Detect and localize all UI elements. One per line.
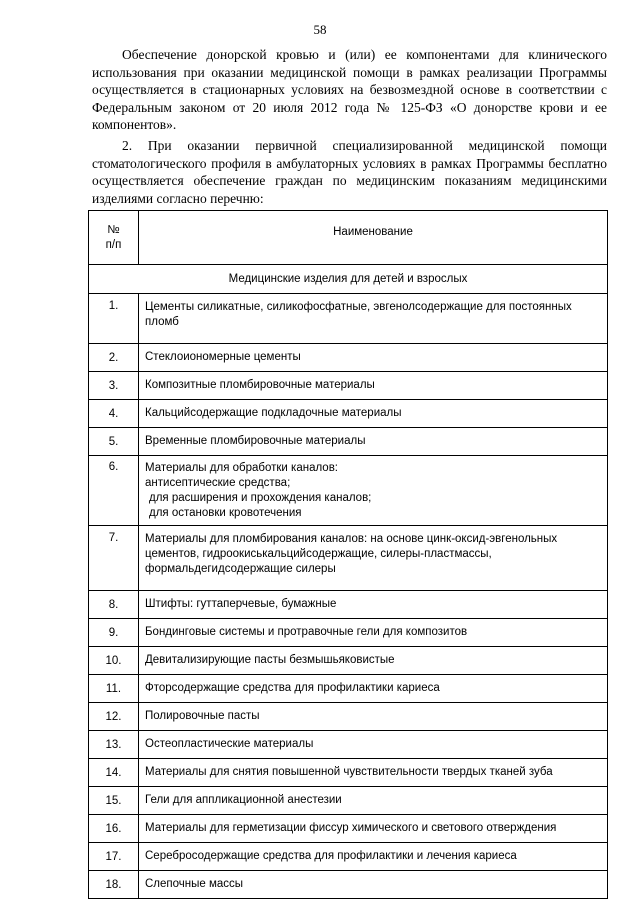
row-number: 6. bbox=[89, 456, 139, 526]
row-name bbox=[139, 591, 608, 619]
table-row bbox=[89, 843, 608, 871]
header-number-symbol: № bbox=[107, 223, 120, 236]
row-name-text: Материалы для снятия повышенной чувствительности твердых тканей зуба bbox=[145, 766, 553, 778]
row-name-text: Гели для аппликационной анестезии bbox=[145, 794, 342, 806]
row-name bbox=[139, 843, 608, 871]
row-name-text: Слепочные массы bbox=[145, 878, 244, 890]
table-row bbox=[89, 871, 608, 899]
table-row bbox=[89, 619, 608, 647]
row-name-text: Штифты: гуттаперчевые, бумажные bbox=[145, 598, 337, 610]
table-row bbox=[89, 344, 608, 372]
row-name-text: Остеопластические материалы bbox=[145, 738, 314, 750]
row-number: 4. bbox=[89, 400, 139, 428]
row-number: 7. bbox=[89, 526, 139, 591]
row-name-text: Фторсодержащие средства для профилактики кариеса bbox=[145, 682, 440, 694]
table-row bbox=[89, 526, 608, 591]
row-number: 11. bbox=[89, 675, 139, 703]
row-name bbox=[139, 787, 608, 815]
row-name-text: Цементы силикатные, силикофосфатные, эвгенолсодержащие для постоянных пломб bbox=[145, 301, 572, 328]
row-name bbox=[139, 731, 608, 759]
row-name bbox=[139, 759, 608, 787]
row-number: 17. bbox=[89, 843, 139, 871]
row-number: 1. bbox=[89, 294, 139, 344]
row-name-text: Стеклоиономерные цементы bbox=[145, 351, 301, 363]
row-name-text: Полировочные пасты bbox=[145, 710, 260, 722]
row-name bbox=[139, 400, 608, 428]
section-row bbox=[89, 265, 608, 294]
row-subitem: для остановки кровотечения bbox=[149, 507, 302, 519]
row-name-text: Временные пломбировочные материалы bbox=[145, 435, 366, 447]
row-name bbox=[139, 675, 608, 703]
row-name bbox=[139, 815, 608, 843]
paragraph-dental-care: 2. При оказании первичной специализированной медицинской помощи стоматологического профиля в амбулаторных условиях в рамках Программы бесплатно осуществляется обеспечение граждан по медицинским показаниям медицинскими изделиями согласно перечню: bbox=[92, 138, 607, 206]
table-row bbox=[89, 591, 608, 619]
table-row bbox=[89, 815, 608, 843]
row-number: 18. bbox=[89, 871, 139, 899]
row-name bbox=[139, 372, 608, 400]
medical-devices-table bbox=[88, 210, 608, 899]
row-name-text: Материалы для обработки каналов: bbox=[145, 462, 339, 474]
table-row bbox=[89, 428, 608, 456]
row-number: 15. bbox=[89, 787, 139, 815]
row-number: 13. bbox=[89, 731, 139, 759]
row-number: 16. bbox=[89, 815, 139, 843]
row-name-text: Бондинговые системы и протравочные гели для композитов bbox=[145, 626, 468, 638]
table-row bbox=[89, 400, 608, 428]
row-name bbox=[139, 871, 608, 899]
row-subitem: для расширения и прохождения каналов; bbox=[149, 492, 372, 504]
section-title: Медицинские изделия для детей и взрослых bbox=[89, 265, 608, 294]
table-row bbox=[89, 675, 608, 703]
table-row bbox=[89, 703, 608, 731]
row-number: 14. bbox=[89, 759, 139, 787]
row-subitem: антисептические средства; bbox=[145, 477, 291, 489]
row-number: 9. bbox=[89, 619, 139, 647]
row-name bbox=[139, 344, 608, 372]
row-name-text: Композитные пломбировочные материалы bbox=[145, 379, 375, 391]
row-number: 2. bbox=[89, 344, 139, 372]
table-row bbox=[89, 294, 608, 344]
row-number: 3. bbox=[89, 372, 139, 400]
row-name-text: Кальцийсодержащие подкладочные материалы bbox=[145, 407, 402, 419]
paragraph-donor-blood: Обеспечение донорской кровью и (или) ее компонентами для клинического использования при оказании медицинской помощи в рамках реализации Программы осуществляется в стационарных условиях на безвозмездной основе в соответствии с Федеральным законом от 20 июля 2012 года № 125-ФЗ «О донорстве крови и ее компонентов». bbox=[92, 47, 607, 132]
row-name-text: Серебросодержащие средства для профилактики и лечения кариеса bbox=[145, 850, 517, 862]
row-name-text: Девитализирующие пасты безмышьяковистые bbox=[145, 654, 395, 666]
row-number: 5. bbox=[89, 428, 139, 456]
row-name-text: Материалы для герметизации фиссур химического и светового отверждения bbox=[145, 822, 557, 834]
row-name bbox=[139, 294, 608, 344]
row-name-text: Материалы для пломбирования каналов: на основе цинк-оксид-эвгенольных цементов, гидроокиськальцийсодержащие, силеры-пластмассы, формальдегидсодержащие силеры bbox=[145, 533, 558, 575]
row-name bbox=[139, 456, 608, 526]
row-name bbox=[139, 647, 608, 675]
table-row bbox=[89, 787, 608, 815]
row-number: 12. bbox=[89, 703, 139, 731]
row-name bbox=[139, 428, 608, 456]
table-row bbox=[89, 647, 608, 675]
table-row bbox=[89, 456, 608, 526]
table-row bbox=[89, 759, 608, 787]
table-row bbox=[89, 372, 608, 400]
row-number: 10. bbox=[89, 647, 139, 675]
row-name bbox=[139, 703, 608, 731]
table-row bbox=[89, 731, 608, 759]
header-name: Наименование bbox=[139, 211, 608, 265]
table-header-row bbox=[89, 211, 608, 265]
header-number bbox=[89, 211, 139, 265]
header-number-abbrev: п/п bbox=[105, 238, 122, 251]
row-name bbox=[139, 526, 608, 591]
row-name bbox=[139, 619, 608, 647]
page-number: 58 bbox=[313, 22, 327, 37]
row-number: 8. bbox=[89, 591, 139, 619]
